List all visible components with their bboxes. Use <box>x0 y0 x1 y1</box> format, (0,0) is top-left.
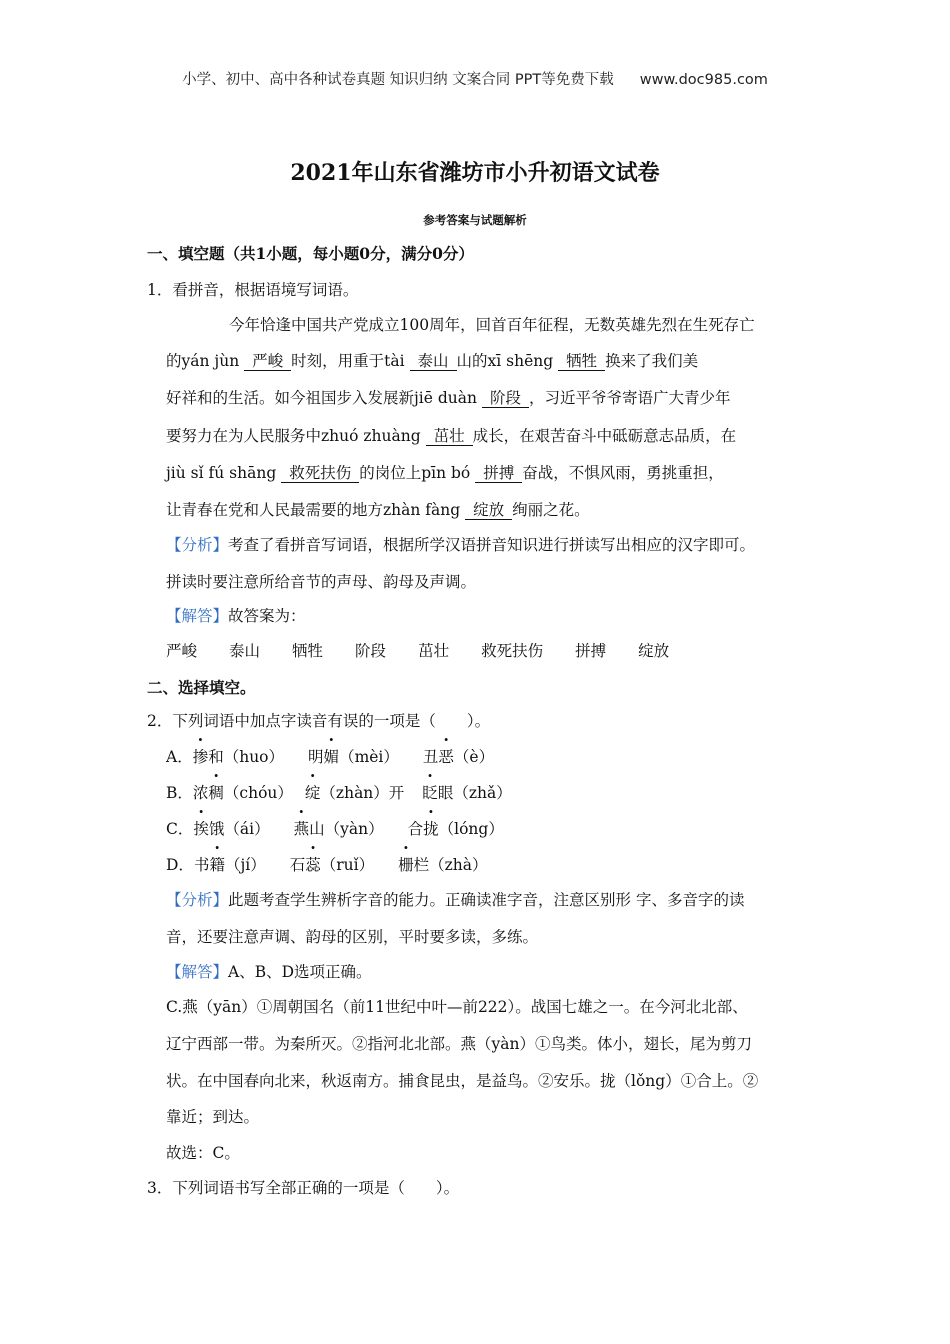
text: （lóng） <box>438 820 504 838</box>
text: 让青春在党和人民最需要的地方zhàn fàng <box>166 501 461 519</box>
dotted-char: 栅 <box>398 856 414 874</box>
q2-explain-line-3: 状。在中国春向北来，秋返南方。捕食昆虫，是益鸟。②安乐。拢（lǒng）①合上。② <box>166 1072 759 1090</box>
section-2-heading: 二、选择填空。 <box>147 678 256 697</box>
q2-analysis <box>166 888 744 910</box>
answer-word: 牺牲 <box>292 642 324 660</box>
q1-para-line-6 <box>166 498 590 520</box>
text: 奋战，不惧风雨，勇挑重担， <box>522 464 724 482</box>
answer-intro: 故答案为： <box>228 607 306 625</box>
text: 眼（zhǎ） <box>437 784 512 802</box>
text: 的岗位上pīn bó <box>359 464 471 482</box>
answer-blank-5: 茁壮 <box>426 428 473 446</box>
dotted-char: 眨 <box>422 784 438 802</box>
q1-para-line-4 <box>166 424 736 446</box>
text: 浓 <box>192 784 209 802</box>
answer-word: 泰山 <box>229 642 261 660</box>
section-1-heading: 一、填空题（共1小题，每小题0分，满分0分） <box>147 244 474 263</box>
q1-stem: 1．看拼音，根据语境写词语。 <box>147 281 359 299</box>
text: 明 <box>308 748 324 766</box>
dotted-char: 掺 <box>192 748 209 766</box>
text: （zhàn）开 <box>320 784 405 802</box>
q1-para-line-5 <box>166 461 724 483</box>
answer-word: 阶段 <box>355 642 387 660</box>
text: （è） <box>453 748 495 766</box>
q1-answer-list <box>166 639 701 661</box>
text: 山的xī shēng <box>456 352 554 370</box>
pinyin-text: 的yán jùn <box>166 352 240 370</box>
text: 时刻，用重于tài <box>291 352 405 370</box>
analysis-text: 考查了看拼音写词语，根据所学汉语拼音知识进行拼读写出相应的汉字即可。 <box>228 536 756 554</box>
page-subtitle: 参考答案与试题解析 <box>423 213 527 227</box>
page-title: 2021年山东省潍坊市小升初语文试卷 <box>290 160 660 186</box>
text: 书 <box>193 856 210 874</box>
text: 合 <box>407 820 424 838</box>
q1-answer <box>166 604 306 626</box>
answer-blank-4: 阶段 <box>482 390 529 408</box>
answer-word: 茁壮 <box>418 642 450 660</box>
q2-explain-line-4: 靠近；到达。 <box>166 1108 260 1126</box>
q1-analysis <box>166 533 755 555</box>
q1-para-line-1: 今年恰逢中国共产党成立100周年，回首百年征程，无数英雄先烈在生死存亡 <box>229 316 755 334</box>
header-text: 小学、初中、高中各种试卷真题 知识归纳 文案合同 PPT等免费下载 <box>182 72 614 88</box>
text: （ruǐ） <box>320 856 375 874</box>
text: 和（huo） <box>208 748 285 766</box>
dotted-char: 稠 <box>208 784 224 802</box>
option-letter: C． <box>166 820 194 838</box>
q2-option-a <box>166 745 494 767</box>
option-letter: A． <box>166 748 193 766</box>
answer-word: 拼搏 <box>575 642 607 660</box>
text: 要努力在为人民服务中zhuó zhuàng <box>166 427 421 445</box>
text: 山（yàn） <box>309 820 384 838</box>
option-letter: B． <box>166 784 193 802</box>
q2-explain-line-1: C.燕（yān）①周朝国名（前11世纪中叶—前222）。战国七雄之一。在今河北北部、 <box>166 998 748 1016</box>
header-url[interactable]: www.doc985.com <box>639 72 768 88</box>
text: 石 <box>289 856 306 874</box>
page-header <box>0 68 950 89</box>
text: 饿（ái） <box>208 820 270 838</box>
q3-stem: 3．下列词语书写全部正确的一项是（ ）。 <box>147 1179 460 1197</box>
q2-stem: 2．下列词语中加点字读音有误的一项是（ ）。 <box>147 712 491 730</box>
answer-blank-3: 牺牲 <box>558 353 605 371</box>
text: 好祥和的生活。如今祖国步入发展新jiē duàn <box>166 389 477 407</box>
answer-text: A、B、D选项正确。 <box>228 963 372 981</box>
text: jiù sǐ fú shāng <box>166 464 277 482</box>
q1-para-line-2 <box>166 349 698 371</box>
text: （chóu） <box>223 784 293 802</box>
dotted-char: 恶 <box>438 748 454 766</box>
option-letter: D． <box>166 856 194 874</box>
text: 绚丽之花。 <box>512 501 590 519</box>
dotted-char: 籍 <box>209 856 225 874</box>
text: （jí） <box>224 856 266 874</box>
answer-blank-8: 绽放 <box>465 502 512 520</box>
dotted-char: 媚 <box>323 748 340 766</box>
analysis-label: 【分析】 <box>166 891 229 909</box>
q2-answer <box>166 960 372 982</box>
answer-blank-2: 泰山 <box>410 353 457 371</box>
dotted-char: 蕊 <box>305 856 321 874</box>
dotted-char: 挨 <box>193 820 209 838</box>
text: 栏（zhà） <box>413 856 488 874</box>
q2-choice: 故选：C。 <box>166 1144 240 1162</box>
text: （mèi） <box>339 748 399 766</box>
analysis-label: 【分析】 <box>166 536 229 554</box>
q2-option-d <box>166 853 488 875</box>
answer-label: 【解答】 <box>166 607 229 625</box>
q1-analysis-line-2: 拼读时要注意所给音节的声母、韵母及声调。 <box>166 573 477 591</box>
q1-para-line-3 <box>166 386 730 408</box>
answer-blank-1: 严峻 <box>244 353 291 371</box>
answer-blank-6: 救死扶伤 <box>281 465 359 483</box>
text: 丑 <box>422 748 439 766</box>
q2-option-b <box>166 781 512 803</box>
q2-analysis-line-2: 音，还要注意声调、韵母的区别，平时要多读，多练。 <box>166 928 539 946</box>
text: 成长，在艰苦奋斗中砥砺意志品质，在 <box>472 427 737 445</box>
answer-word: 绽放 <box>638 642 670 660</box>
text: 换来了我们美 <box>605 352 699 370</box>
text: ，习近平爷爷寄语广大青少年 <box>528 389 731 407</box>
dotted-char: 燕 <box>293 820 310 838</box>
q2-explain-line-2: 辽宁西部一带。为秦所灭。②指河北北部。燕（yàn）①鸟类。体小，翅长，尾为剪刀 <box>166 1035 752 1053</box>
answer-word: 严峻 <box>166 642 198 660</box>
analysis-text: 此题考查学生辨析字音的能力。正确读准字音，注意区别形 字、多音字的读 <box>228 891 745 909</box>
answer-label: 【解答】 <box>166 963 229 981</box>
q2-option-c <box>166 817 504 839</box>
answer-blank-7: 拼搏 <box>475 465 522 483</box>
dotted-char: 绽 <box>304 784 321 802</box>
answer-word: 救死扶伤 <box>481 642 544 660</box>
dotted-char: 拢 <box>423 820 439 838</box>
